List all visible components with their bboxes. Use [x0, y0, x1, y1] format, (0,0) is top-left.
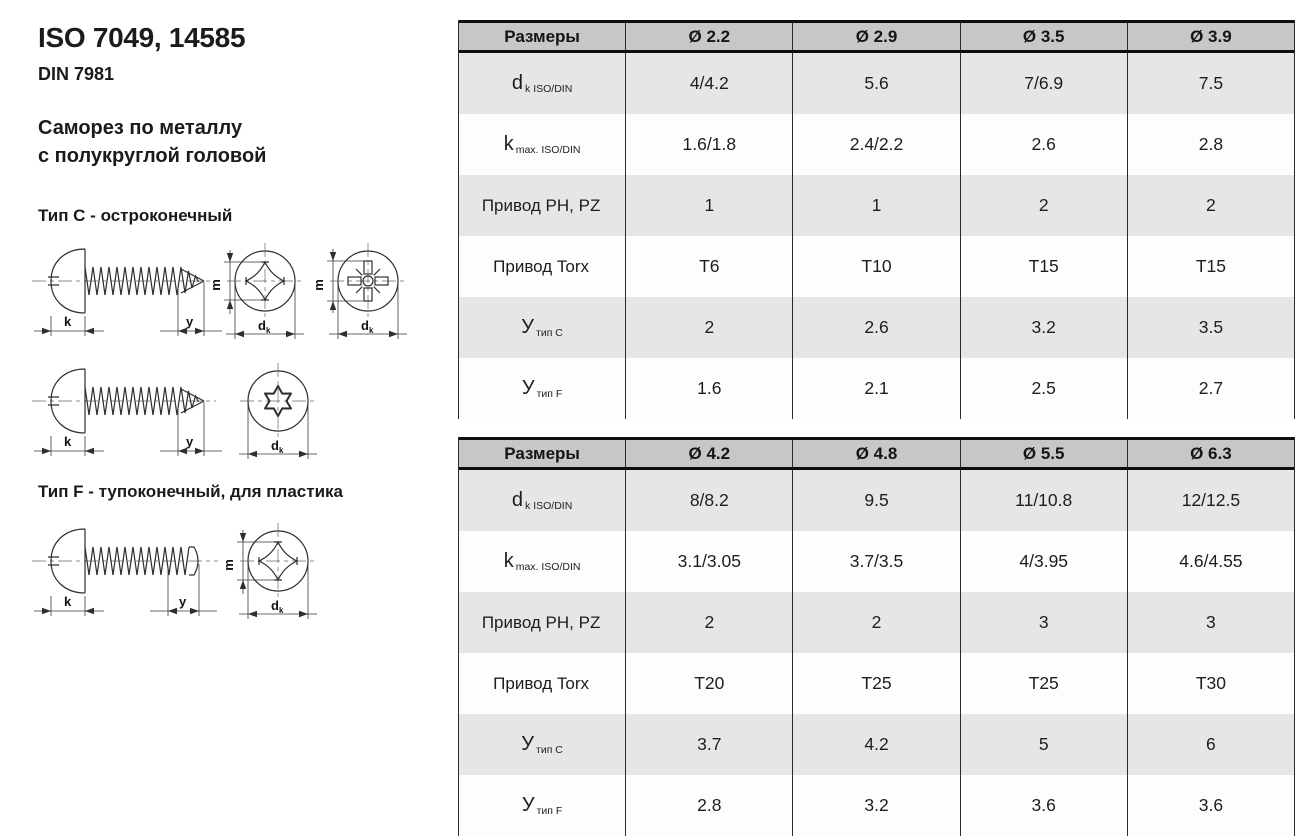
- value-cell: 2: [626, 297, 793, 358]
- type-c-screw-drawing-torx: [28, 356, 338, 464]
- value-cell: 6: [1206, 734, 1216, 754]
- value-cell: 2: [961, 175, 1128, 236]
- ph-dk-dim-label: $d_k$: [258, 318, 271, 335]
- spec-row-kmax: [459, 114, 1294, 175]
- value-cell: T6: [626, 236, 793, 297]
- value-cell: 2: [1206, 195, 1216, 215]
- value-cell: 2.5: [961, 358, 1128, 419]
- value-cell: 3: [961, 592, 1128, 653]
- value-cell: 5.6: [793, 53, 960, 114]
- value-cell: T30: [1195, 673, 1226, 693]
- page-title: ISO 7049, 14585: [38, 22, 246, 53]
- header-cell-diameter: Ø 5.5: [961, 440, 1128, 467]
- torx-centerlines: [240, 363, 316, 439]
- header-cell-diameter: Ø 2.9: [793, 23, 960, 50]
- header-cell-diameter: Ø 3.5: [961, 23, 1128, 50]
- value-cell: 1: [793, 175, 960, 236]
- header-cell-sizes: Размеры: [459, 440, 626, 467]
- spec-row-drive-ph-pz: [459, 592, 1294, 653]
- value-cell: 2: [793, 592, 960, 653]
- header-cell-diameter: Ø 4.8: [793, 440, 960, 467]
- value-cell: T10: [793, 236, 960, 297]
- value-cell: T15: [961, 236, 1128, 297]
- value-cell: 3.7/3.5: [793, 531, 960, 592]
- row-label: Привод PH, PZ: [459, 175, 626, 236]
- type-f-screw-drawing-ph: [28, 516, 338, 628]
- spec-row-y-type-f: [459, 358, 1294, 419]
- value-cell: 3.6: [1198, 795, 1224, 815]
- value-cell: 3.1/3.05: [626, 531, 793, 592]
- type-c-heading: Тип C - остроконечный: [38, 206, 233, 225]
- spec-table-small-diameters: [458, 20, 1295, 419]
- value-cell: 2.8: [1198, 134, 1224, 154]
- ph-centerlines: [240, 523, 316, 599]
- value-cell: 2.1: [793, 358, 960, 419]
- value-cell: 1.6: [626, 358, 793, 419]
- value-cell: 4.2: [793, 714, 960, 775]
- thread-zigzag: [85, 267, 181, 295]
- header-cell-sizes: Размеры: [459, 23, 626, 50]
- row-label: d k ISO/DIN: [459, 53, 626, 114]
- table-header-row: [459, 437, 1294, 470]
- spec-row-kmax: [459, 531, 1294, 592]
- value-cell: 2.7: [1198, 378, 1224, 398]
- spec-row-y-type-c: [459, 297, 1294, 358]
- y-dim-label: y: [186, 314, 194, 329]
- value-cell: 1: [626, 175, 793, 236]
- k-dim-label: k: [64, 594, 72, 609]
- spec-table-large-diameters: [458, 437, 1295, 836]
- type-f-heading: Тип F - тупоконечный, для пластика: [38, 482, 343, 501]
- y-dim-label: y: [186, 434, 194, 449]
- ph-centerlines: [227, 243, 303, 319]
- value-cell: 3.2: [961, 297, 1128, 358]
- value-cell: 4.6/4.55: [1179, 551, 1243, 571]
- type-c-screw-drawing-ph-pz: [28, 236, 428, 354]
- value-cell: T25: [961, 653, 1128, 714]
- row-label: d k ISO/DIN: [459, 470, 626, 531]
- k-dim-label: k: [64, 314, 72, 329]
- value-cell: T15: [1195, 256, 1226, 276]
- product-description-line1: Саморез по металлу: [38, 117, 243, 139]
- value-cell: 5: [961, 714, 1128, 775]
- value-cell: 12/12.5: [1181, 490, 1241, 510]
- row-label: Привод Torx: [459, 653, 626, 714]
- spec-row-drive-torx: [459, 653, 1294, 714]
- spec-row-dk: [459, 470, 1294, 531]
- header-cell-diameter: Ø 6.3: [1190, 443, 1232, 463]
- row-label: Привод PH, PZ: [459, 592, 626, 653]
- value-cell: 3.2: [793, 775, 960, 836]
- k-dim-label: k: [64, 434, 72, 449]
- m-dim-label: m: [221, 559, 236, 571]
- row-label: У тип F: [459, 358, 626, 419]
- row-label: k max. ISO/DIN: [459, 114, 626, 175]
- product-description: [38, 114, 266, 170]
- y-dim-label: y: [179, 594, 187, 609]
- spec-row-y-type-c: [459, 714, 1294, 775]
- header-cell-diameter: Ø 2.2: [626, 23, 793, 50]
- value-cell: 7.5: [1198, 73, 1224, 93]
- dk-dim-label: $d_k$: [271, 598, 284, 615]
- ph-m-dim-label: m: [208, 279, 223, 291]
- table-header-row: [459, 20, 1294, 53]
- spec-row-y-type-f: [459, 775, 1294, 836]
- value-cell: 3.5: [1198, 317, 1224, 337]
- din-standard-subtitle: DIN 7981: [38, 64, 115, 84]
- torx-dk-dim-label: $d_k$: [271, 438, 284, 455]
- pz-dk-dim-label: $d_k$: [361, 318, 374, 335]
- value-cell: 2.6: [961, 114, 1128, 175]
- value-cell: 2.8: [626, 775, 793, 836]
- value-cell: 2: [626, 592, 793, 653]
- value-cell: 4/4.2: [626, 53, 793, 114]
- pz-m-dim-label: m: [311, 279, 326, 291]
- value-cell: 3: [1206, 612, 1216, 632]
- row-label: k max. ISO/DIN: [459, 531, 626, 592]
- value-cell: T20: [626, 653, 793, 714]
- thread-zigzag: [85, 387, 181, 415]
- header-cell-diameter: Ø 3.9: [1190, 26, 1232, 46]
- value-cell: T25: [793, 653, 960, 714]
- spec-row-drive-ph-pz: [459, 175, 1294, 236]
- row-label: Привод Torx: [459, 236, 626, 297]
- value-cell: 8/8.2: [626, 470, 793, 531]
- value-cell: 3.7: [626, 714, 793, 775]
- product-description-line2: с полукруглой головой: [38, 145, 267, 167]
- row-label: У тип F: [459, 775, 626, 836]
- value-cell: 9.5: [793, 470, 960, 531]
- value-cell: 1.6/1.8: [626, 114, 793, 175]
- value-cell: 2.6: [793, 297, 960, 358]
- row-label: У тип C: [459, 297, 626, 358]
- spec-row-drive-torx: [459, 236, 1294, 297]
- header-cell-diameter: Ø 4.2: [626, 440, 793, 467]
- pz-centerlines: [330, 243, 406, 319]
- value-cell: 3.6: [961, 775, 1128, 836]
- row-label: У тип C: [459, 714, 626, 775]
- value-cell: 11/10.8: [961, 470, 1128, 531]
- spec-row-dk: [459, 53, 1294, 114]
- value-cell: 4/3.95: [961, 531, 1128, 592]
- value-cell: 2.4/2.2: [793, 114, 960, 175]
- value-cell: 7/6.9: [961, 53, 1128, 114]
